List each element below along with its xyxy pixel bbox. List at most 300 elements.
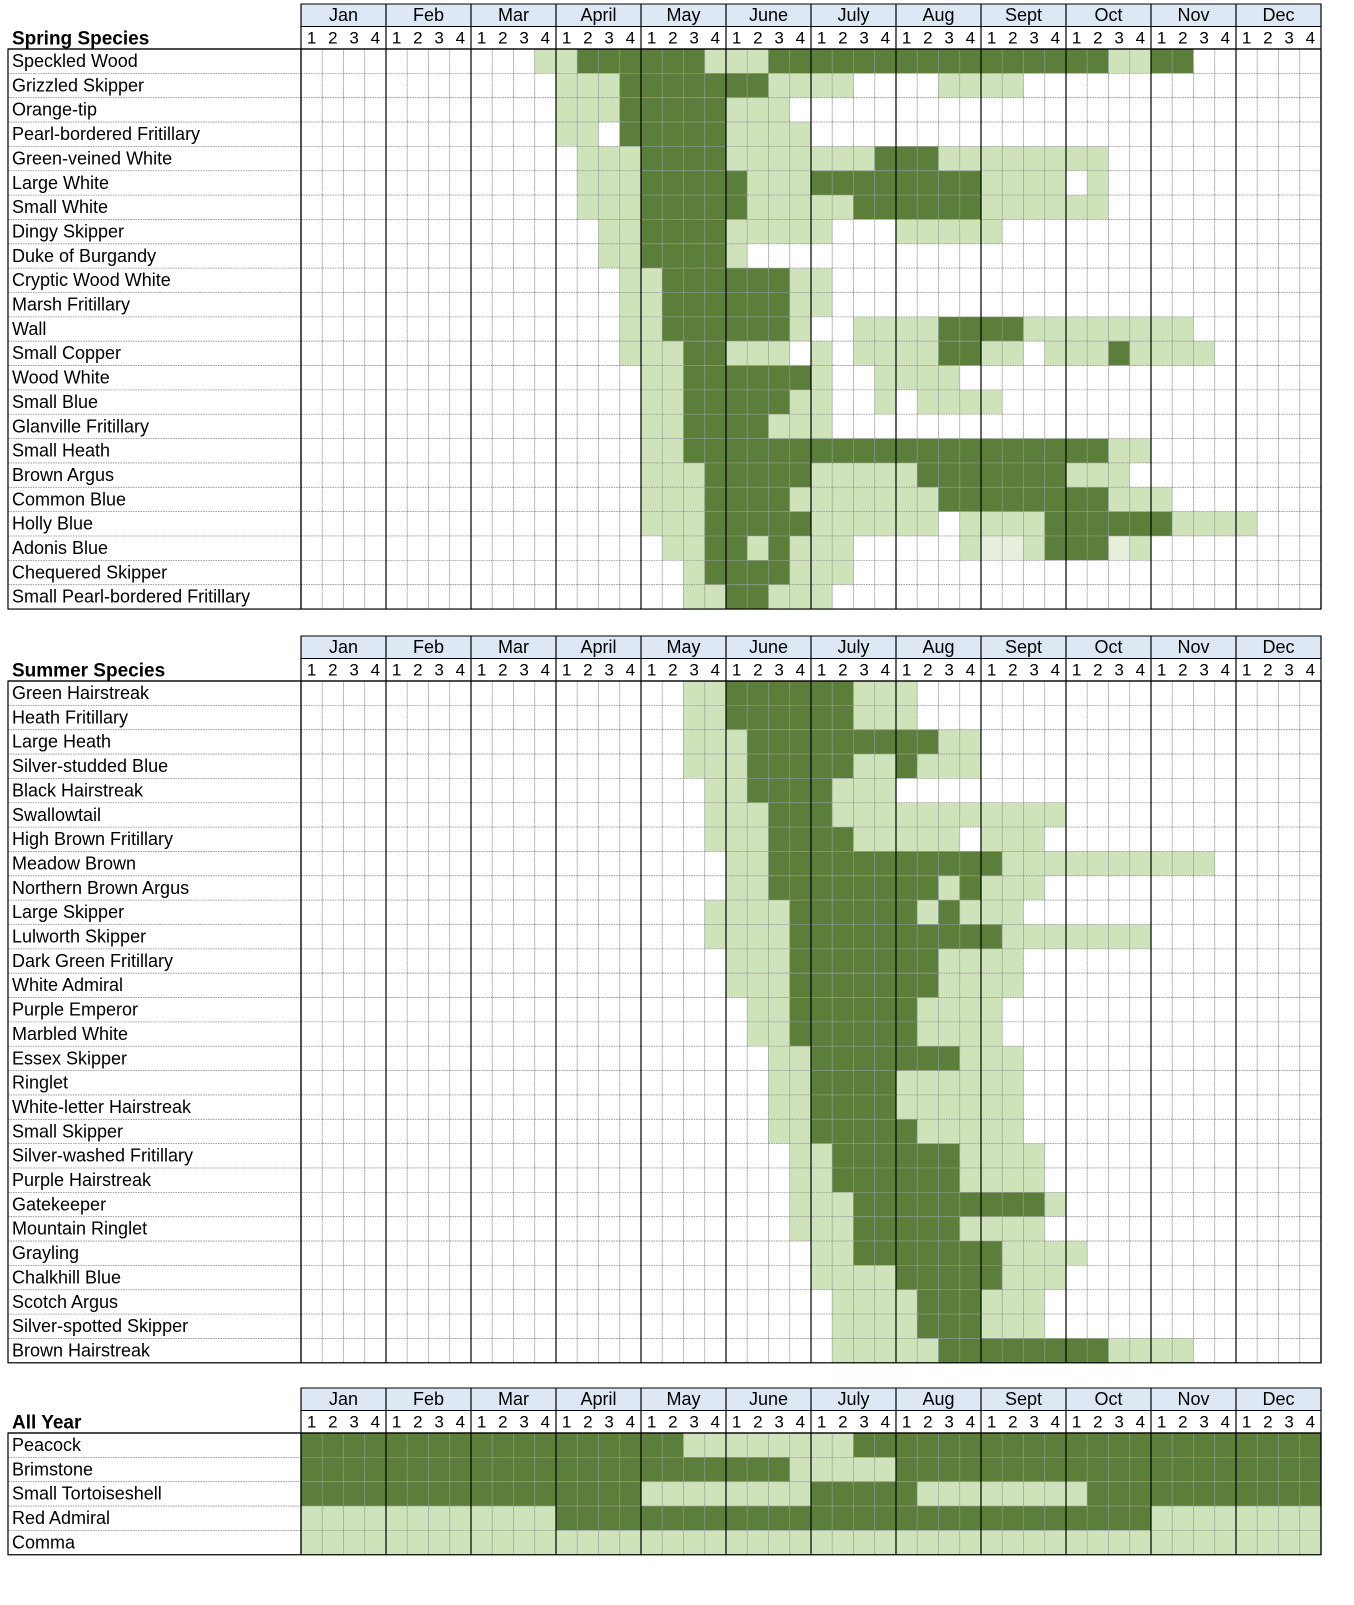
week-cell xyxy=(1194,949,1215,973)
week-cell xyxy=(684,1338,705,1362)
week-cell xyxy=(1215,973,1236,997)
week-cell xyxy=(662,366,683,390)
week-cell xyxy=(875,414,896,438)
week-cell xyxy=(1045,705,1066,729)
week-cell xyxy=(1215,1433,1236,1457)
week-cell xyxy=(1066,1168,1087,1192)
week-cell xyxy=(620,1338,641,1362)
week-cell xyxy=(917,98,938,122)
species-label: Mountain Ringlet xyxy=(12,1218,148,1239)
week-cell xyxy=(1172,146,1193,170)
week-label: 2 xyxy=(583,660,593,680)
week-cell xyxy=(832,341,853,365)
week-cell xyxy=(1045,1046,1066,1070)
week-cell xyxy=(769,146,790,170)
week-cell xyxy=(641,512,662,536)
week-label: 3 xyxy=(859,28,869,48)
week-cell xyxy=(662,705,683,729)
week-cell xyxy=(811,681,832,705)
week-cell xyxy=(832,1144,853,1168)
week-cell xyxy=(1172,1046,1193,1070)
week-cell xyxy=(854,512,875,536)
week-cell xyxy=(556,949,577,973)
species-label: Small Copper xyxy=(12,343,122,364)
week-cell xyxy=(1236,244,1257,268)
week-cell xyxy=(301,1022,322,1046)
week-cell xyxy=(790,390,811,414)
week-cell xyxy=(790,754,811,778)
week-cell xyxy=(1151,512,1172,536)
species-label: Large White xyxy=(12,172,110,193)
week-cell xyxy=(301,146,322,170)
week-cell xyxy=(577,876,598,900)
week-cell xyxy=(471,171,492,195)
week-cell xyxy=(577,925,598,949)
week-cell xyxy=(429,414,450,438)
week-cell xyxy=(514,49,535,73)
week-cell xyxy=(386,705,407,729)
week-cell xyxy=(811,487,832,511)
week-cell xyxy=(514,1290,535,1314)
week-cell xyxy=(790,146,811,170)
week-cell xyxy=(1215,195,1236,219)
week-cell xyxy=(790,439,811,463)
week-cell xyxy=(1257,390,1278,414)
week-cell xyxy=(556,827,577,851)
week-cell xyxy=(577,463,598,487)
week-cell xyxy=(556,487,577,511)
week-cell xyxy=(344,1144,365,1168)
week-cell xyxy=(960,705,981,729)
week-cell xyxy=(1066,778,1087,802)
week-cell xyxy=(662,1457,683,1481)
week-cell xyxy=(599,973,620,997)
week-cell xyxy=(471,1506,492,1530)
week-cell xyxy=(492,98,513,122)
week-cell xyxy=(1236,122,1257,146)
week-cell xyxy=(1172,1071,1193,1095)
week-cell xyxy=(747,585,768,609)
week-cell xyxy=(769,754,790,778)
week-cell xyxy=(832,244,853,268)
week-cell xyxy=(365,366,386,390)
week-cell xyxy=(386,195,407,219)
week-cell xyxy=(875,925,896,949)
week-cell xyxy=(407,171,428,195)
week-cell xyxy=(747,827,768,851)
week-cell xyxy=(301,439,322,463)
week-cell xyxy=(1194,876,1215,900)
week-cell xyxy=(1257,1144,1278,1168)
week-cell xyxy=(365,390,386,414)
week-cell xyxy=(1236,1433,1257,1457)
species-label: Grizzled Skipper xyxy=(12,75,145,96)
week-cell xyxy=(471,876,492,900)
week-cell xyxy=(1045,341,1066,365)
week-cell xyxy=(556,1046,577,1070)
week-cell xyxy=(1172,73,1193,97)
week-cell xyxy=(1151,463,1172,487)
week-cell xyxy=(747,1071,768,1095)
week-cell xyxy=(514,366,535,390)
week-cell xyxy=(599,1241,620,1265)
week-cell xyxy=(896,1506,917,1530)
week-cell xyxy=(1109,219,1130,243)
week-cell xyxy=(1172,219,1193,243)
week-cell xyxy=(365,268,386,292)
week-cell xyxy=(1002,146,1023,170)
week-cell xyxy=(1236,1119,1257,1143)
week-cell xyxy=(854,754,875,778)
week-cell xyxy=(960,73,981,97)
week-cell xyxy=(662,1506,683,1530)
week-cell xyxy=(407,366,428,390)
week-cell xyxy=(662,512,683,536)
week-cell xyxy=(790,681,811,705)
week-cell xyxy=(386,1022,407,1046)
species-label: Marsh Fritillary xyxy=(12,294,131,315)
week-cell xyxy=(344,998,365,1022)
week-cell xyxy=(790,268,811,292)
week-cell xyxy=(726,973,747,997)
week-cell xyxy=(1109,730,1130,754)
week-cell xyxy=(365,98,386,122)
week-cell xyxy=(896,1290,917,1314)
week-cell xyxy=(1300,1046,1321,1070)
week-cell xyxy=(322,681,343,705)
week-cell xyxy=(620,512,641,536)
week-cell xyxy=(301,414,322,438)
week-cell xyxy=(301,49,322,73)
week-cell xyxy=(514,1457,535,1481)
week-cell xyxy=(854,560,875,584)
week-cell xyxy=(450,1530,471,1554)
week-cell xyxy=(535,244,556,268)
week-label: 2 xyxy=(498,1412,508,1432)
week-cell xyxy=(620,219,641,243)
month-label: Aug xyxy=(922,1389,955,1409)
week-label: 4 xyxy=(1305,1412,1316,1432)
week-cell xyxy=(1194,803,1215,827)
week-cell xyxy=(1002,851,1023,875)
week-cell xyxy=(577,1217,598,1241)
week-cell xyxy=(747,949,768,973)
week-cell xyxy=(854,1314,875,1338)
week-cell xyxy=(917,1290,938,1314)
week-cell xyxy=(599,536,620,560)
week-cell xyxy=(514,268,535,292)
week-cell xyxy=(429,585,450,609)
week-cell xyxy=(535,414,556,438)
week-cell xyxy=(662,1482,683,1506)
week-cell xyxy=(1109,512,1130,536)
week-cell xyxy=(854,1241,875,1265)
week-cell xyxy=(747,98,768,122)
week-cell xyxy=(960,317,981,341)
week-cell xyxy=(365,1338,386,1362)
species-label: White-letter Hairstreak xyxy=(12,1096,192,1117)
week-cell xyxy=(429,171,450,195)
week-label: 4 xyxy=(455,660,466,680)
week-cell xyxy=(939,98,960,122)
week-cell xyxy=(726,681,747,705)
week-cell xyxy=(1130,268,1151,292)
week-cell xyxy=(875,317,896,341)
week-cell xyxy=(769,851,790,875)
week-cell xyxy=(662,439,683,463)
week-cell xyxy=(854,1265,875,1289)
week-cell xyxy=(662,851,683,875)
week-cell xyxy=(450,681,471,705)
week-cell xyxy=(769,341,790,365)
week-cell xyxy=(939,925,960,949)
week-cell xyxy=(1257,73,1278,97)
week-cell xyxy=(1130,293,1151,317)
week-cell xyxy=(705,195,726,219)
week-cell xyxy=(1300,1338,1321,1362)
species-label: Brown Argus xyxy=(12,464,115,485)
week-cell xyxy=(1215,219,1236,243)
week-cell xyxy=(514,487,535,511)
week-cell xyxy=(1151,1482,1172,1506)
week-cell xyxy=(365,803,386,827)
week-cell xyxy=(1024,317,1045,341)
week-cell xyxy=(599,512,620,536)
week-label: 3 xyxy=(1029,660,1039,680)
week-cell xyxy=(1236,1338,1257,1362)
week-cell xyxy=(556,778,577,802)
week-cell xyxy=(705,1265,726,1289)
week-cell xyxy=(1002,925,1023,949)
week-cell xyxy=(471,949,492,973)
week-cell xyxy=(1257,585,1278,609)
week-cell xyxy=(1002,1046,1023,1070)
week-cell xyxy=(875,1192,896,1216)
week-cell xyxy=(1130,1119,1151,1143)
week-cell xyxy=(535,1168,556,1192)
week-cell xyxy=(705,536,726,560)
week-cell xyxy=(1300,1241,1321,1265)
week-cell xyxy=(386,49,407,73)
week-label: 4 xyxy=(965,660,976,680)
week-cell xyxy=(662,585,683,609)
week-label: 2 xyxy=(498,28,508,48)
week-cell xyxy=(1002,439,1023,463)
week-cell xyxy=(747,487,768,511)
week-cell xyxy=(599,876,620,900)
week-cell xyxy=(301,1338,322,1362)
week-cell xyxy=(301,1168,322,1192)
week-label: 2 xyxy=(413,1412,423,1432)
week-cell xyxy=(939,49,960,73)
week-cell xyxy=(620,1071,641,1095)
week-label: 4 xyxy=(965,28,976,48)
week-cell xyxy=(641,876,662,900)
week-cell xyxy=(705,463,726,487)
week-cell xyxy=(811,803,832,827)
week-cell xyxy=(875,1119,896,1143)
week-cell xyxy=(386,1506,407,1530)
week-cell xyxy=(811,900,832,924)
week-cell xyxy=(1002,1506,1023,1530)
week-cell xyxy=(705,730,726,754)
week-cell xyxy=(705,1119,726,1143)
week-cell xyxy=(747,73,768,97)
week-cell xyxy=(450,851,471,875)
week-cell xyxy=(726,1144,747,1168)
week-cell xyxy=(1194,851,1215,875)
week-cell xyxy=(1194,1290,1215,1314)
week-cell xyxy=(1172,487,1193,511)
week-cell xyxy=(577,1265,598,1289)
week-cell xyxy=(429,317,450,341)
week-cell xyxy=(1002,1457,1023,1481)
week-cell xyxy=(1215,1144,1236,1168)
week-cell xyxy=(407,1433,428,1457)
week-cell xyxy=(1024,1433,1045,1457)
week-cell xyxy=(344,851,365,875)
week-cell xyxy=(854,439,875,463)
week-cell xyxy=(1300,1457,1321,1481)
week-cell xyxy=(1172,1241,1193,1265)
week-cell xyxy=(641,730,662,754)
week-cell xyxy=(1066,1046,1087,1070)
month-label: Feb xyxy=(412,1389,445,1409)
week-cell xyxy=(1087,1314,1108,1338)
week-cell xyxy=(875,949,896,973)
week-cell xyxy=(514,681,535,705)
week-cell xyxy=(641,463,662,487)
week-cell xyxy=(407,730,428,754)
week-cell xyxy=(641,268,662,292)
week-cell xyxy=(684,195,705,219)
week-cell xyxy=(981,730,1002,754)
week-cell xyxy=(450,73,471,97)
species-label: Lulworth Skipper xyxy=(12,926,147,947)
week-cell xyxy=(875,778,896,802)
week-cell xyxy=(854,1338,875,1362)
week-cell xyxy=(344,1433,365,1457)
week-cell xyxy=(599,219,620,243)
week-cell xyxy=(492,1071,513,1095)
week-cell xyxy=(450,463,471,487)
week-cell xyxy=(620,585,641,609)
week-cell xyxy=(811,1022,832,1046)
week-cell xyxy=(1257,1265,1278,1289)
week-cell xyxy=(386,827,407,851)
week-cell xyxy=(832,1095,853,1119)
week-cell xyxy=(662,1144,683,1168)
week-cell xyxy=(960,851,981,875)
week-cell xyxy=(854,195,875,219)
week-cell xyxy=(365,730,386,754)
week-cell xyxy=(1236,1241,1257,1265)
week-cell xyxy=(344,171,365,195)
week-cell xyxy=(365,851,386,875)
week-cell xyxy=(939,317,960,341)
week-cell xyxy=(875,803,896,827)
week-cell xyxy=(726,171,747,195)
week-cell xyxy=(471,1482,492,1506)
species-label: Silver-studded Blue xyxy=(12,756,169,777)
week-cell xyxy=(407,439,428,463)
week-cell xyxy=(1279,390,1300,414)
week-cell xyxy=(599,1168,620,1192)
week-cell xyxy=(1236,1482,1257,1506)
species-label: Grayling xyxy=(12,1243,80,1264)
week-cell xyxy=(450,414,471,438)
week-cell xyxy=(1300,1119,1321,1143)
week-cell xyxy=(1257,219,1278,243)
week-cell xyxy=(662,390,683,414)
week-cell xyxy=(471,487,492,511)
week-cell xyxy=(1130,876,1151,900)
week-cell xyxy=(1130,827,1151,851)
week-cell xyxy=(1024,536,1045,560)
week-cell xyxy=(705,803,726,827)
week-cell xyxy=(1002,1265,1023,1289)
week-cell xyxy=(514,146,535,170)
week-cell xyxy=(726,1457,747,1481)
week-cell xyxy=(386,268,407,292)
week-label: 1 xyxy=(901,660,912,680)
week-cell xyxy=(407,146,428,170)
week-cell xyxy=(492,341,513,365)
week-cell xyxy=(429,827,450,851)
week-cell xyxy=(811,98,832,122)
week-cell xyxy=(514,730,535,754)
week-label: 4 xyxy=(1220,660,1231,680)
week-cell xyxy=(599,1457,620,1481)
week-cell xyxy=(386,122,407,146)
week-cell xyxy=(1194,317,1215,341)
week-cell xyxy=(684,1022,705,1046)
week-cell xyxy=(790,1506,811,1530)
week-cell xyxy=(769,778,790,802)
week-cell xyxy=(705,827,726,851)
week-cell xyxy=(365,219,386,243)
week-cell xyxy=(535,925,556,949)
week-cell xyxy=(322,876,343,900)
week-cell xyxy=(1279,463,1300,487)
week-cell xyxy=(1109,998,1130,1022)
week-cell xyxy=(875,341,896,365)
week-cell xyxy=(535,876,556,900)
week-cell xyxy=(1024,560,1045,584)
week-cell xyxy=(365,973,386,997)
week-cell xyxy=(811,851,832,875)
week-cell xyxy=(641,705,662,729)
week-cell xyxy=(896,998,917,1022)
week-cell xyxy=(662,146,683,170)
week-cell xyxy=(896,851,917,875)
week-cell xyxy=(896,366,917,390)
week-cell xyxy=(875,1241,896,1265)
week-cell xyxy=(301,244,322,268)
week-cell xyxy=(322,560,343,584)
week-cell xyxy=(1130,925,1151,949)
week-cell xyxy=(1194,1168,1215,1192)
week-cell xyxy=(981,851,1002,875)
week-cell xyxy=(1066,1022,1087,1046)
week-label: 2 xyxy=(1263,28,1273,48)
week-cell xyxy=(577,705,598,729)
week-cell xyxy=(832,293,853,317)
week-cell xyxy=(1066,463,1087,487)
week-label: 1 xyxy=(561,28,572,48)
week-cell xyxy=(1194,98,1215,122)
week-cell xyxy=(790,949,811,973)
